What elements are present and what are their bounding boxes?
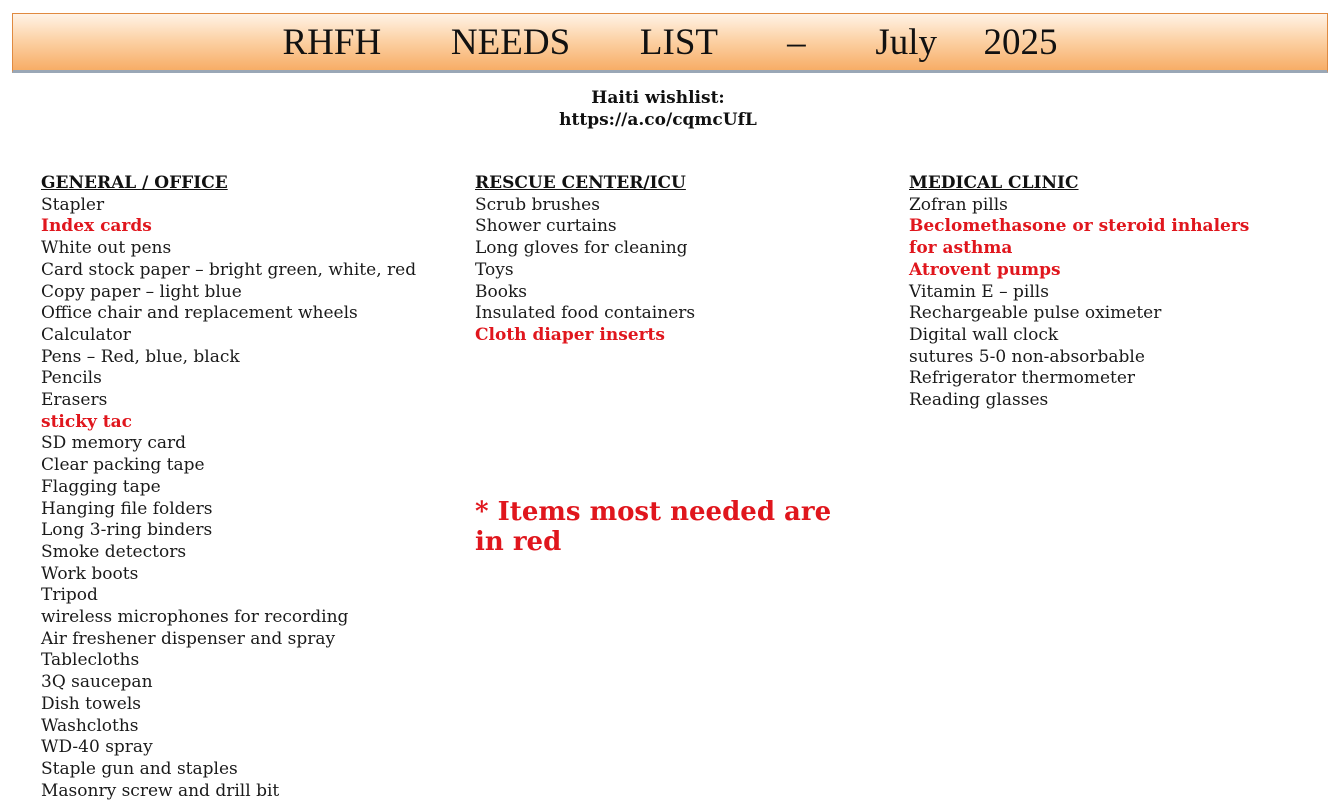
list-item: Long gloves for cleaning [475,238,688,259]
list-item: Zofran pills [909,194,1008,215]
legend-note: * Items most needed are in red [475,497,832,557]
list-item-needed: sticky tac [41,411,133,432]
wishlist-block [0,87,1316,131]
list-item: White out pens [41,238,172,259]
list-item: Digital wall clock [909,324,1059,345]
header-banner [12,13,1328,73]
list-item: Dish towels [41,693,141,714]
list-item: Tripod [41,585,98,606]
list-item-needed: Beclomethasone or steroid inhalers for asthma [909,216,1250,259]
list-item: Books [475,281,527,302]
list-item: WD-40 spray [41,737,153,758]
page-title: RHFH NEEDS LIST – July 2025 [282,22,1058,63]
list-item: Scrub brushes [475,194,600,215]
list-item: Copy paper – light blue [41,281,242,302]
list-item: Refrigerator thermometer [909,368,1136,389]
list-item: Long 3-ring binders [41,520,213,541]
list-item: Air freshener dispenser and spray [41,628,336,649]
list-item: Stapler [41,194,105,215]
list-item: Erasers [41,390,108,411]
wishlist-url: https://a.co/cqmcUfL [559,110,757,130]
column-heading: MEDICAL CLINIC [909,173,1079,193]
list-item: Shower curtains [475,216,617,237]
item-list [475,195,895,347]
item-list [909,195,1329,412]
wishlist-label: Haiti wishlist: [591,88,725,108]
list-item: wireless microphones for recording [41,607,349,628]
list-item: 3Q saucepan [41,672,153,693]
list-item: Clear packing tape [41,455,205,476]
list-item: Insulated food containers [475,303,696,324]
column-rescue-center-icu [475,173,895,347]
list-item-needed: Cloth diaper inserts [475,324,665,345]
list-item: Flagging tape [41,476,161,497]
list-item: Staple gun and staples [41,758,238,779]
column-general-office [41,173,461,802]
list-item: Pens – Red, blue, black [41,346,240,367]
column-medical-clinic [909,173,1329,412]
list-item: sutures 5-0 non-absorbable [909,346,1145,367]
list-item: Pencils [41,368,102,389]
list-item: Toys [475,259,514,280]
list-item: Washcloths [41,715,139,736]
list-item: SD memory card [41,433,187,454]
list-item: Rechargeable pulse oximeter [909,303,1162,324]
list-item: Work boots [41,563,139,584]
list-item-needed: Atrovent pumps [909,259,1061,280]
list-item-needed: Index cards [41,216,152,237]
list-item: Smoke detectors [41,541,187,562]
list-item: Masonry screw and drill bit [41,780,280,801]
item-list [41,195,461,803]
list-item: Reading glasses [909,390,1049,411]
list-item: Card stock paper – bright green, white, red [41,259,417,280]
list-item: Calculator [41,324,131,345]
list-item: Tablecloths [41,650,140,671]
list-item: Office chair and replacement wheels [41,303,358,324]
list-item: Hanging file folders [41,498,213,519]
column-heading: GENERAL / OFFICE [41,173,228,193]
column-heading: RESCUE CENTER/ICU [475,173,686,193]
list-item: Vitamin E – pills [909,281,1049,302]
